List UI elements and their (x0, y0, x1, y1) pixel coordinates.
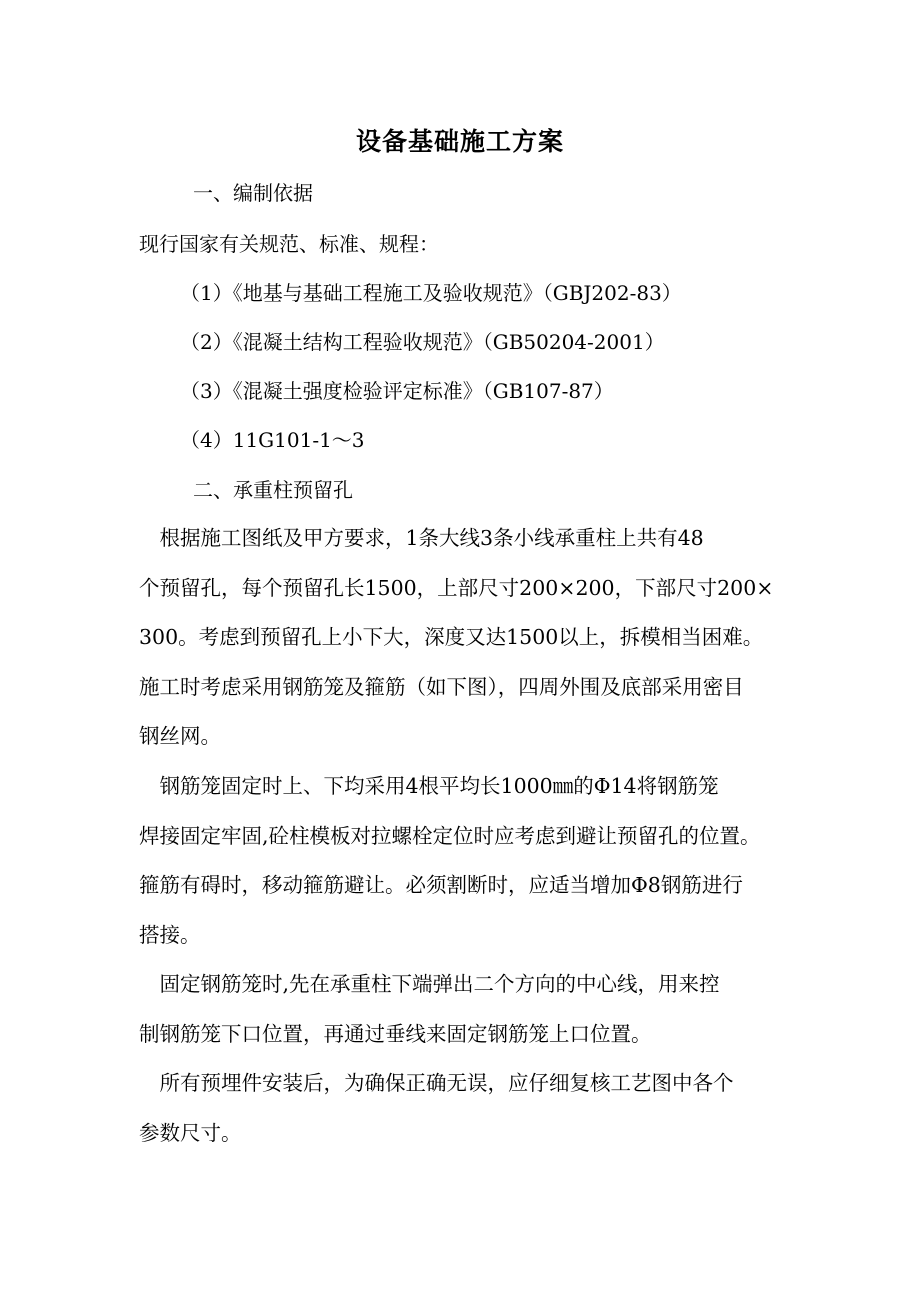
paragraph-line: 钢筋笼固定时上、下均采用4根平均长1000㎜的Φ14将钢筋笼 (139, 774, 719, 798)
reference-item-2: （2）《混凝土结构工程验收规范》（GB50204-2001） (180, 330, 665, 354)
paragraph-line: 焊接固定牢固,砼柱模板对拉螺栓定位时应考虑到避让预留孔的位置。 (139, 823, 761, 848)
reference-item-4: （4）11G101-1～3 (180, 428, 365, 452)
paragraph-line: 个预留孔，每个预留孔长1500，上部尺寸200×200，下部尺寸200× (139, 575, 774, 600)
section-heading-basis: 一、编制依据 (193, 181, 313, 205)
reference-item-1: （1）《地基与基础工程施工及验收规范》（GBJ202-83） (180, 281, 682, 305)
paragraph-line: 施工时考虑采用钢筋笼及箍筋（如下图），四周外围及底部采用密目 (139, 674, 744, 699)
reference-item-3: （3）《混凝土强度检验评定标准》（GB107-87） (180, 379, 614, 403)
section-heading-reserved-holes: 二、承重柱预留孔 (193, 478, 353, 502)
paragraph-center-lines (139, 960, 799, 1059)
paragraph-line: 钢丝网。 (139, 724, 221, 748)
paragraph-line: 所有预埋件安装后，为确保正确无误，应仔细复核工艺图中各个 (139, 1071, 734, 1095)
standards-intro: 现行国家有关规范、标准、规程： (139, 232, 439, 256)
paragraph-line: 300。考虑到预留孔上小下大，深度又达1500以上，拆模相当困难。 (139, 625, 764, 649)
paragraph-line: 搭接。 (139, 922, 201, 947)
paragraph-reserved-holes (139, 514, 799, 762)
paragraph-line: 根据施工图纸及甲方要求，1条大线3条小线承重柱上共有48 (139, 526, 704, 550)
document-title: 设备基础施工方案 (355, 127, 564, 156)
paragraph-line: 参数尺寸。 (139, 1120, 242, 1145)
paragraph-line: 箍筋有碍时，移动箍筋避让。必须割断时，应适当增加Φ8钢筋进行 (139, 873, 743, 897)
paragraph-cage-fixing (139, 762, 799, 960)
paragraph-line: 固定钢筋笼时,先在承重柱下端弹出二个方向的中心线，用来控 (139, 972, 720, 996)
paragraph-line: 制钢筋笼下口位置，再通过垂线来固定钢筋笼上口位置。 (139, 1021, 652, 1046)
paragraph-verification (139, 1059, 799, 1158)
